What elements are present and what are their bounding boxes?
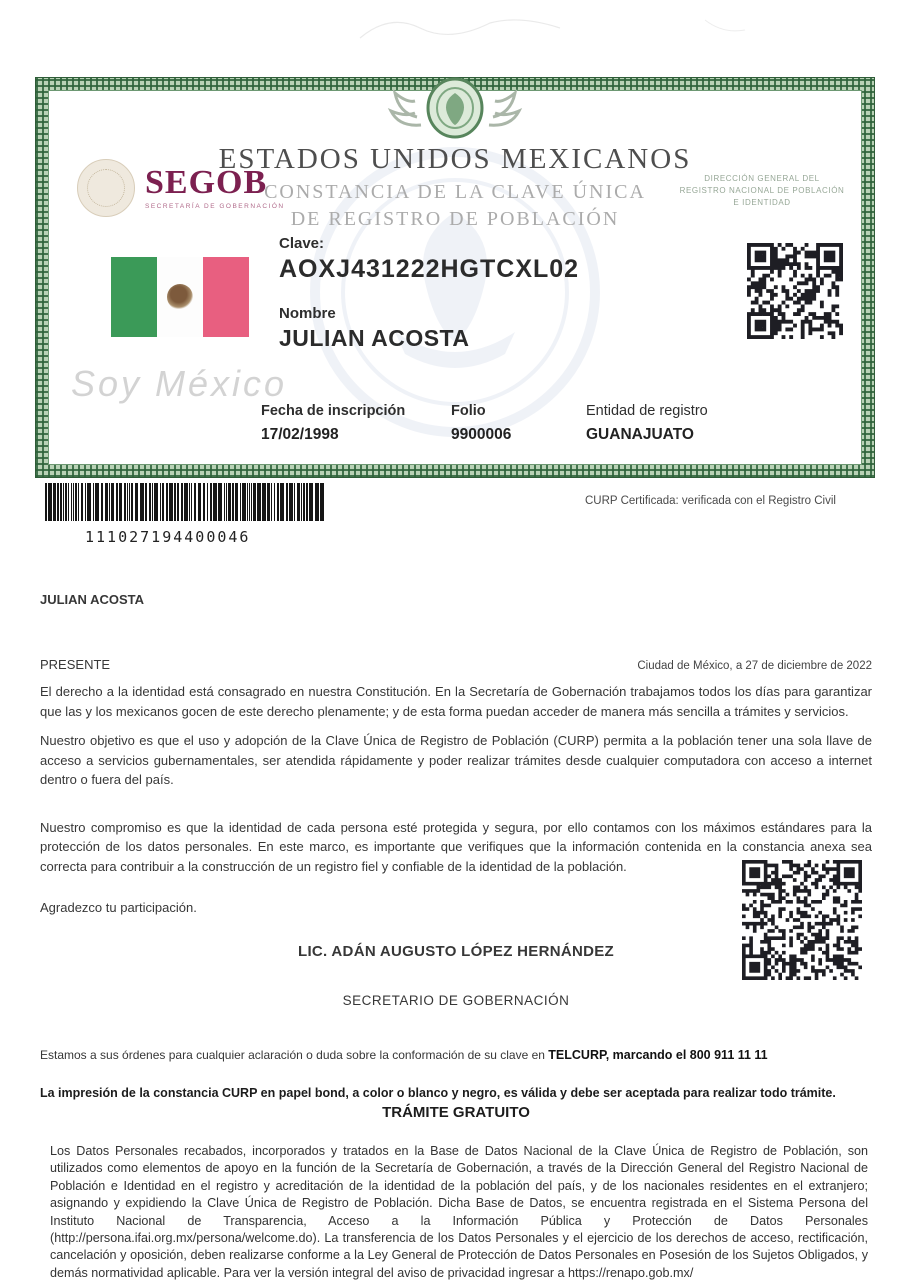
signature-name: LIC. ADÁN AUGUSTO LÓPEZ HERNÁNDEZ [297, 943, 614, 960]
barcode-number: 111027194400046 [85, 528, 251, 546]
mexican-flag [111, 257, 249, 337]
certificate-qr-code [747, 243, 843, 339]
field-folio: Folio 9900006 [451, 403, 512, 443]
contact-line: Estamos a sus órdenes para cualquier aclaración o duda sobre la conformación de su clave en TELCURP, marcando el 800 911 11 11 [40, 1048, 768, 1062]
field-fecha-inscripcion: Fecha de inscripción 17/02/1998 [261, 403, 406, 443]
flag-red-stripe [203, 257, 249, 337]
certificate-inner-area [48, 90, 862, 465]
letter-body [40, 592, 872, 1280]
salutation-row [40, 657, 872, 672]
paragraph-objective: Nuestro objetivo es que el uso y adopción de la Clave Única de Registro de Población (CURP) permita a la población tener una sola llave de acceso a servicios gubernamentales, ser atendida rápidamente y poder realizar trámites desde cualquier computadora con acceso a internet dentro o fuera del país. [40, 733, 872, 787]
salutation: PRESENTE [40, 657, 111, 672]
print-validity-note: La impresión de la constancia CURP en papel bond, a color o blanco y negro, es válida y debe ser aceptada para realizar todo trámite. [40, 1086, 836, 1100]
telcurp-phone: TELCURP, marcando el 800 911 11 11 [548, 1048, 768, 1062]
privacy-notice: Los Datos Personales recabados, incorporados y tratados en la Base de Datos Nacional de la Clave Única de Registro de Población, son utilizados como elementos de apoyo en la función de la Secretaría de Gobernación, a través de la Dirección General del Registro Nacional de Población e Identidad en el registro y acreditación de la identidad de la población del país, y de los nacionales residentes en el extranjero; asignando y expidiendo la Clave Única de Registro de Población. Dicha Base de Datos, se encuentra registrada en el Sistema Persona del Instituto Nacional de Transparencia, Acceso a la Información Pública y Protección de Datos Personales (http://persona.ifai.org.mx/persona/welcome.do). La transferencia de los Datos Personales y el ejercicio de los derechos de acceso, rectificación, cancelación y oposición, deben realizarse conforme a la Ley General de Protección de Datos Personales en Posesión de los Sujetos Obligados, y demás normatividad aplicable. Para ver la versión integral del aviso de privacidad ingresar a https://renapo.gob.mx/ [50, 1144, 868, 1280]
registration-fields [261, 403, 796, 444]
document-title: ESTADOS UNIDOS MEXICANOS [218, 143, 692, 175]
barcode-block [45, 483, 327, 546]
letter-recipient: JULIAN ACOSTA [40, 592, 144, 607]
signature-title: SECRETARIO DE GOBERNACIÓN [342, 993, 570, 1008]
document-subtitle: CONSTANCIA DE LA CLAVE ÚNICA DE REGISTRO DE POBLACIÓN [264, 181, 646, 230]
curp-code: AOXJ431222HGTCXL02 [279, 255, 580, 283]
segob-subtitle: SECRETARÍA DE GOBERNACIÓN [145, 203, 285, 210]
nombre-label: Nombre [279, 305, 336, 322]
field-entidad-registro: Entidad de registro GUANAJUATO [586, 403, 708, 443]
clave-label: Clave: [279, 235, 325, 252]
curp-certificate-card [36, 78, 874, 477]
curp-certified-note: CURP Certificada: verificada con el Registro Civil [585, 495, 836, 507]
barcode [45, 483, 327, 521]
flag-white-stripe [157, 257, 203, 337]
paragraph-identity-right: El derecho a la identidad está consagrado en nuestra Constitución. En la Secretaría de Gobernación trabajamos todos los días para garantizar que las y los mexicanos gocen de este derecho plenamente; y de esta forma puedan acceder de manera más sencilla a trámites y servicios. [40, 684, 872, 719]
segob-wordmark: SEGOB [145, 164, 268, 201]
holder-name: JULIAN ACOSTA [279, 325, 470, 351]
letter-date: Ciudad de México, a 27 de diciembre de 2022 [637, 660, 872, 672]
issuing-agency: DIRECCIÓN GENERAL DEL REGISTRO NACIONAL DE POBLACIÓN E IDENTIDAD [679, 174, 845, 207]
thanks-line: Agradezco tu participación. [40, 900, 197, 915]
scan-noise-squiggles [0, 0, 904, 70]
paragraph-commitment: Nuestro compromiso es que la identidad de cada persona esté protegida y segura, por ello contamos con los máximos estándares para la protección de los datos personales. En este marco, es importante que verifiques que la información contenida en la constancia anexa sea correcta para contribuir a la construcción de un registro fiel y confiable de la identidad de la población. [40, 819, 872, 874]
flag-eagle-emblem [167, 284, 193, 310]
letter-qr-code [742, 860, 862, 980]
soy-mexico-watermark: Soy México [71, 363, 288, 404]
eagle-crest-icon [355, 77, 555, 139]
flag-green-stripe [111, 257, 157, 337]
free-procedure-notice: TRÁMITE GRATUITO [382, 1104, 530, 1121]
